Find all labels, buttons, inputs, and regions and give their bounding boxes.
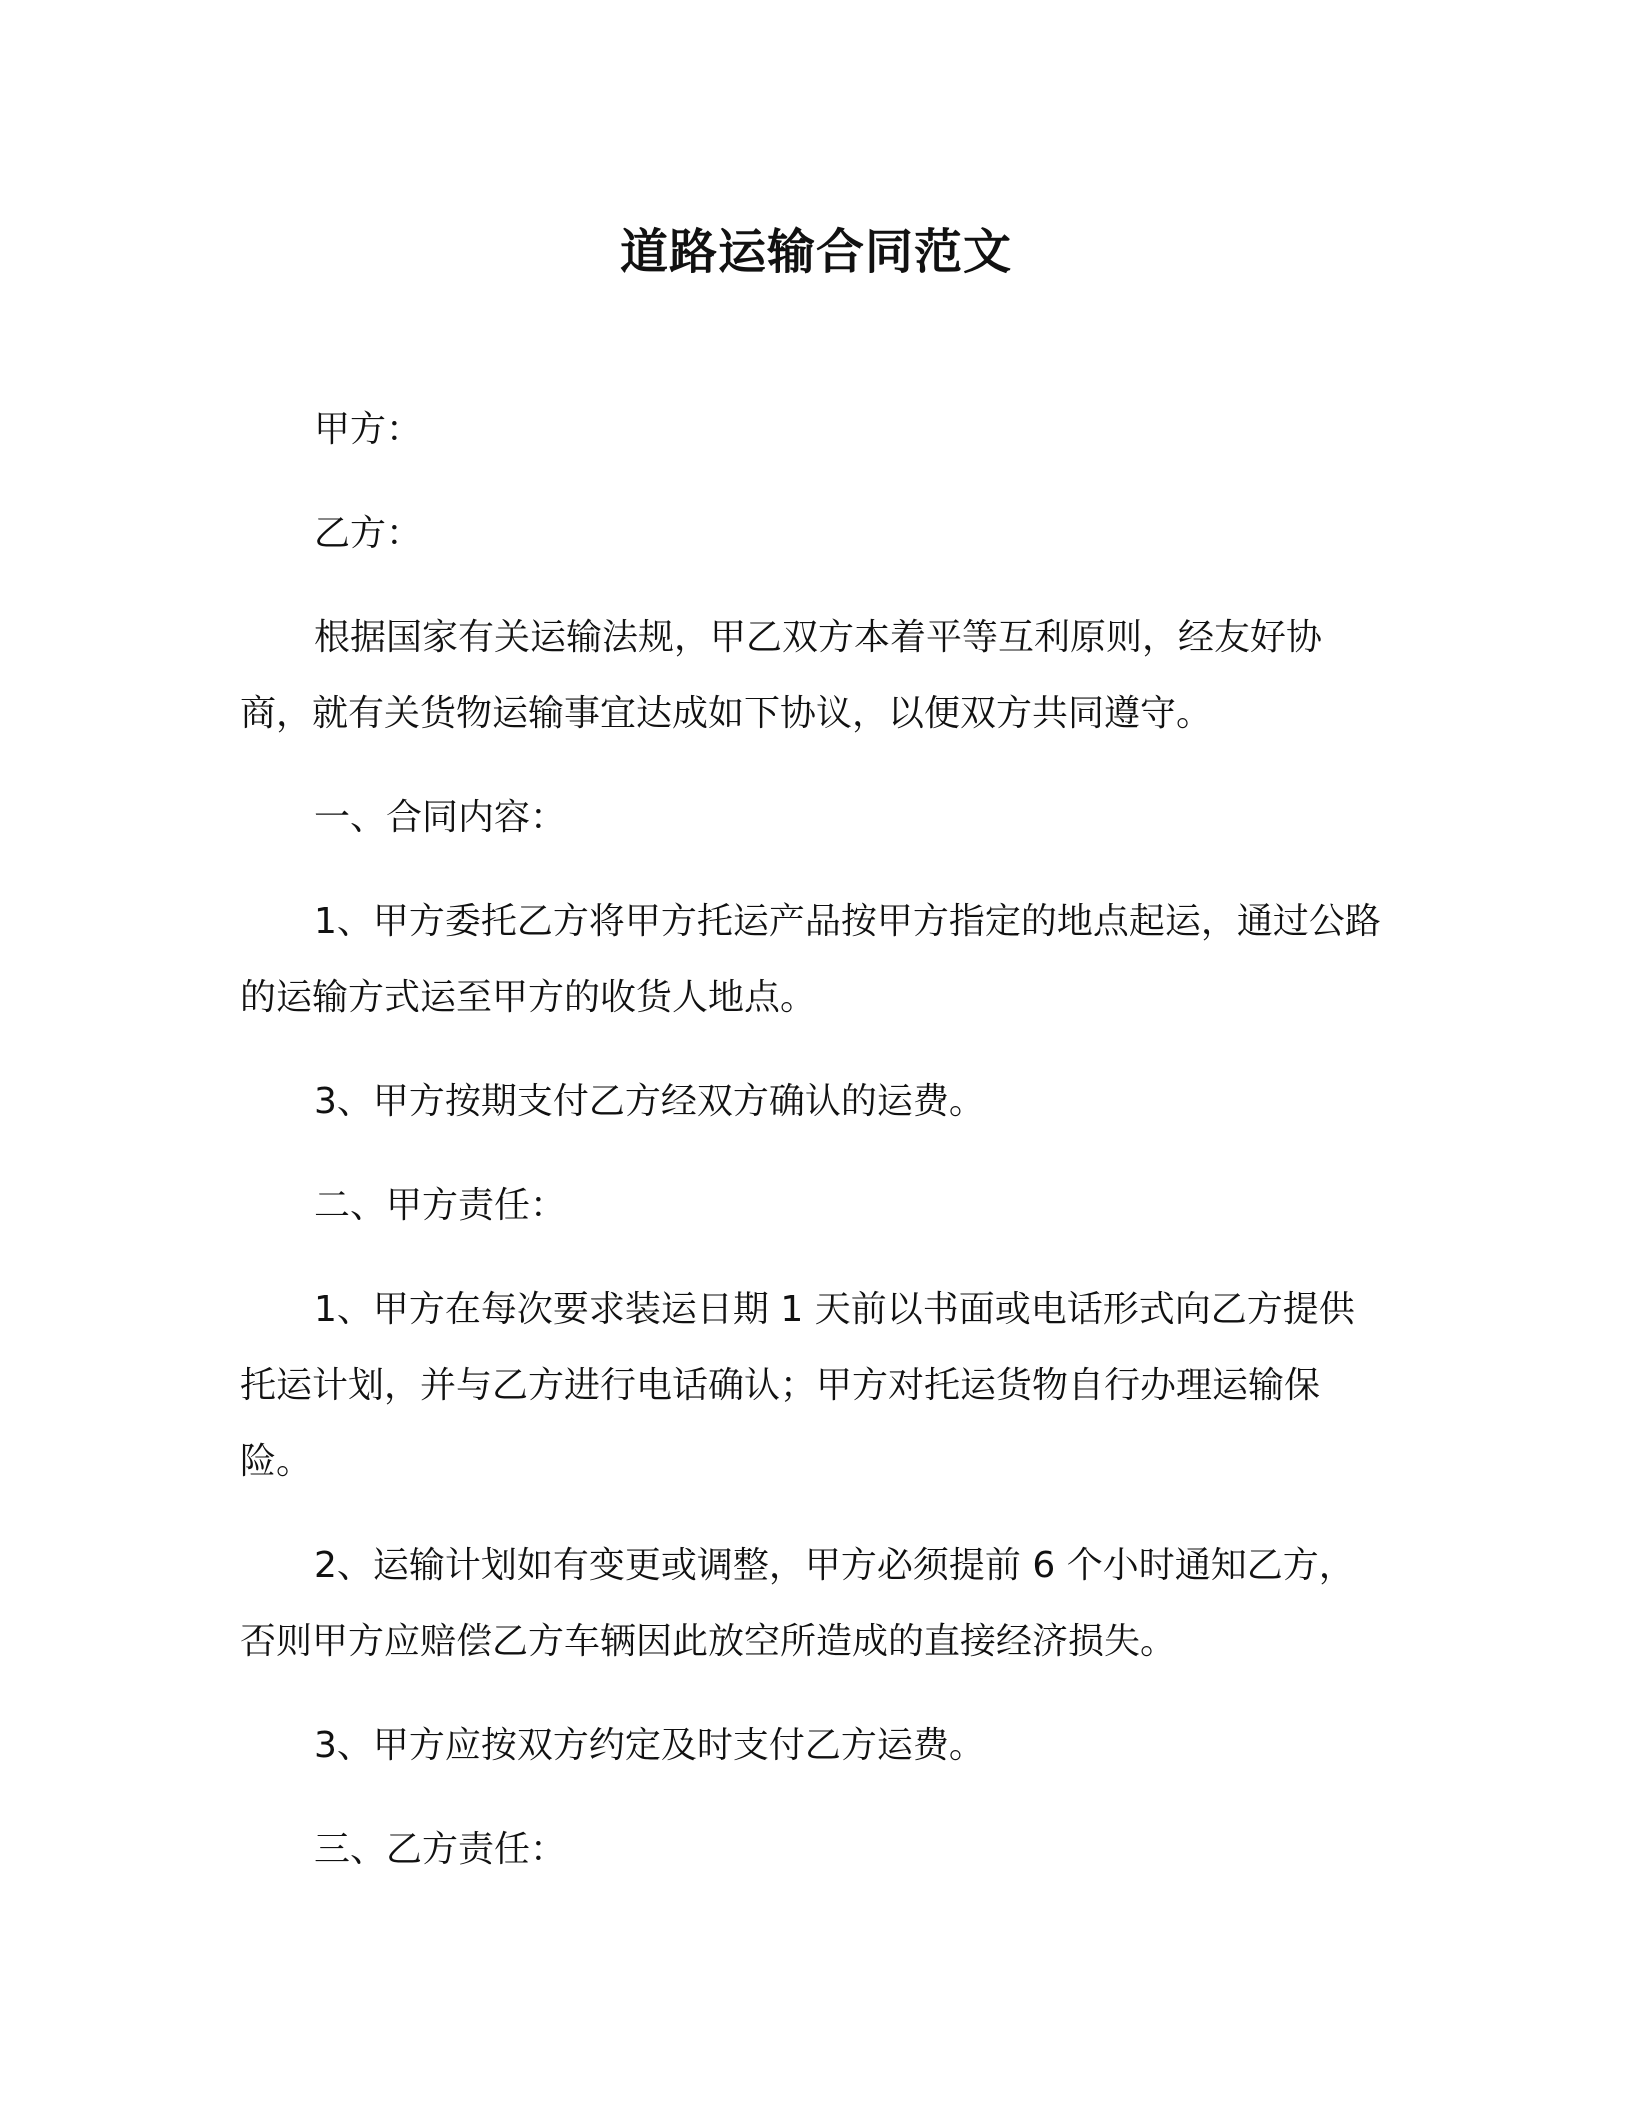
contract-content-item-3: 3、甲方按期支付乙方经双方确认的运费。 <box>314 1081 985 1122</box>
party-a-responsibility-2: 2、运输计划如有变更或调整，甲方必须提前 6 个小时通知乙方，否则甲方应赔偿乙方车辆因此放空所造成的直接经济损失。 <box>240 1545 1355 1662</box>
party-a-responsibility-1: 1、甲方在每次要求装运日期 1 天前以书面或电话形式向乙方提供托运计划，并与乙方进行电话确认；甲方对托运货物自行办理运输保险。 <box>240 1289 1355 1482</box>
document-title: 道路运输合同范文 <box>619 224 1012 280</box>
section-heading-party-b-responsibilities: 三、乙方责任： <box>314 1829 567 1870</box>
section-heading-party-a-responsibilities: 二、甲方责任： <box>314 1185 567 1226</box>
document-body <box>240 392 1390 1916</box>
party-a-label: 甲方： <box>314 409 423 450</box>
party-a-responsibility-3: 3、甲方应按双方约定及时支付乙方运费。 <box>314 1725 985 1766</box>
party-b-label: 乙方： <box>314 513 423 554</box>
section-heading-contract-content: 一、合同内容： <box>314 797 567 838</box>
contract-content-item-1: 1、甲方委托乙方将甲方托运产品按甲方指定的地点起运，通过公路的运输方式运至甲方的收货人地点。 <box>240 901 1381 1018</box>
intro-paragraph: 根据国家有关运输法规，甲乙双方本着平等互利原则，经友好协商，就有关货物运输事宜达成如下协议，以便双方共同遵守。 <box>240 617 1323 734</box>
